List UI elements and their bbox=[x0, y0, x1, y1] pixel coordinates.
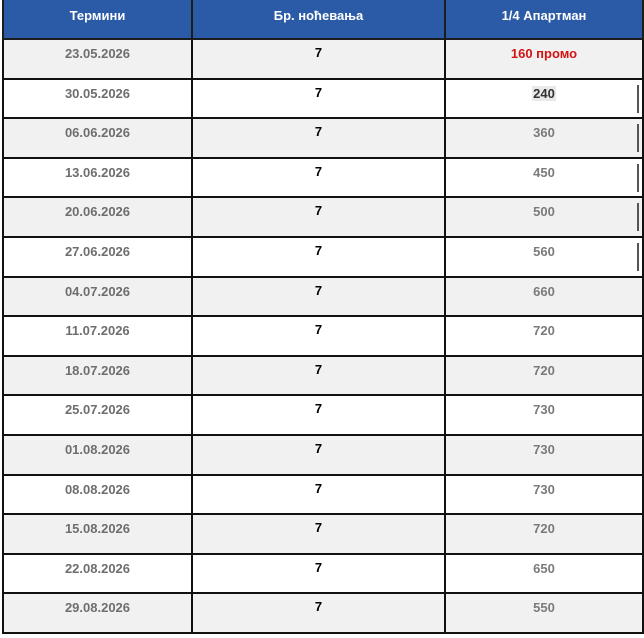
table-row bbox=[3, 118, 643, 158]
term-date-cell: 29.08.2026 bbox=[3, 593, 192, 633]
table-header bbox=[3, 0, 643, 39]
term-date-cell: 13.06.2026 bbox=[3, 158, 192, 198]
term-date-cell: 22.08.2026 bbox=[3, 554, 192, 594]
table-row bbox=[3, 158, 643, 198]
apartment-price-cell bbox=[445, 514, 643, 554]
nights-count-cell: 7 bbox=[192, 158, 445, 198]
table-row bbox=[3, 356, 643, 396]
header-row bbox=[3, 0, 643, 39]
nights-count-cell: 7 bbox=[192, 356, 445, 396]
table-row bbox=[3, 316, 643, 356]
price-value: 500 bbox=[533, 204, 555, 220]
price-value: 660 bbox=[533, 283, 555, 299]
table-row bbox=[3, 554, 643, 594]
price-value: 730 bbox=[533, 481, 555, 497]
nights-count-cell: 7 bbox=[192, 277, 445, 317]
term-date-cell: 27.06.2026 bbox=[3, 237, 192, 277]
cell-edge-marker bbox=[637, 203, 639, 231]
price-value: 720 bbox=[533, 362, 555, 378]
table-row bbox=[3, 237, 643, 277]
table-row bbox=[3, 593, 643, 633]
apartment-price-cell bbox=[445, 554, 643, 594]
table-row bbox=[3, 395, 643, 435]
apartment-price-cell bbox=[445, 277, 643, 317]
price-value: 720 bbox=[533, 323, 555, 339]
nights-count-cell: 7 bbox=[192, 593, 445, 633]
nights-count-cell: 7 bbox=[192, 475, 445, 515]
table-row bbox=[3, 197, 643, 237]
table-row bbox=[3, 79, 643, 119]
nights-count-cell: 7 bbox=[192, 237, 445, 277]
nights-count-cell: 7 bbox=[192, 435, 445, 475]
term-date-cell: 11.07.2026 bbox=[3, 316, 192, 356]
cell-edge-marker bbox=[637, 124, 639, 152]
apartment-price-cell bbox=[445, 118, 643, 158]
apartment-price-cell bbox=[445, 39, 643, 79]
nights-count-cell: 7 bbox=[192, 395, 445, 435]
column-header-nights: Бр. ноћевања bbox=[192, 0, 445, 39]
term-date-cell: 25.07.2026 bbox=[3, 395, 192, 435]
price-value: 550 bbox=[533, 600, 555, 616]
apartment-price-cell bbox=[445, 237, 643, 277]
price-value: 240 bbox=[533, 85, 555, 101]
table-row bbox=[3, 475, 643, 515]
nights-count-cell: 7 bbox=[192, 554, 445, 594]
price-value: 450 bbox=[533, 164, 555, 180]
term-date-cell: 06.06.2026 bbox=[3, 118, 192, 158]
nights-count-cell: 7 bbox=[192, 118, 445, 158]
price-value: 560 bbox=[533, 243, 555, 259]
column-header-dates: Термини bbox=[3, 0, 192, 39]
price-value: 360 bbox=[533, 125, 555, 141]
term-date-cell: 18.07.2026 bbox=[3, 356, 192, 396]
price-value: 650 bbox=[533, 560, 555, 576]
apartment-price-cell bbox=[445, 395, 643, 435]
nights-count-cell: 7 bbox=[192, 316, 445, 356]
term-date-cell: 15.08.2026 bbox=[3, 514, 192, 554]
nights-count-cell: 7 bbox=[192, 79, 445, 119]
column-header-apartment-price: 1/4 Апартман bbox=[445, 0, 643, 39]
table-row bbox=[3, 514, 643, 554]
term-date-cell: 08.08.2026 bbox=[3, 475, 192, 515]
apartment-price-cell bbox=[445, 475, 643, 515]
apartment-price-cell bbox=[445, 197, 643, 237]
nights-count-cell: 7 bbox=[192, 39, 445, 79]
nights-count-cell: 7 bbox=[192, 514, 445, 554]
cell-edge-marker bbox=[637, 85, 639, 113]
apartment-price-cell bbox=[445, 316, 643, 356]
price-value: 720 bbox=[533, 521, 555, 537]
price-value: 160 промо bbox=[510, 46, 578, 61]
apartment-price-cell bbox=[445, 593, 643, 633]
table-row bbox=[3, 277, 643, 317]
nights-count-cell: 7 bbox=[192, 197, 445, 237]
term-date-cell: 20.06.2026 bbox=[3, 197, 192, 237]
price-value: 730 bbox=[533, 441, 555, 457]
cell-edge-marker bbox=[637, 164, 639, 192]
term-date-cell: 30.05.2026 bbox=[3, 79, 192, 119]
term-date-cell: 04.07.2026 bbox=[3, 277, 192, 317]
apartment-price-cell bbox=[445, 79, 643, 119]
apartment-price-cell bbox=[445, 158, 643, 198]
cell-edge-marker bbox=[637, 243, 639, 271]
table-body bbox=[3, 39, 643, 633]
pricing-table bbox=[2, 0, 644, 634]
table-row bbox=[3, 39, 643, 79]
price-value: 730 bbox=[533, 402, 555, 418]
term-date-cell: 23.05.2026 bbox=[3, 39, 192, 79]
apartment-price-cell bbox=[445, 356, 643, 396]
term-date-cell: 01.08.2026 bbox=[3, 435, 192, 475]
apartment-price-cell bbox=[445, 435, 643, 475]
table-row bbox=[3, 435, 643, 475]
